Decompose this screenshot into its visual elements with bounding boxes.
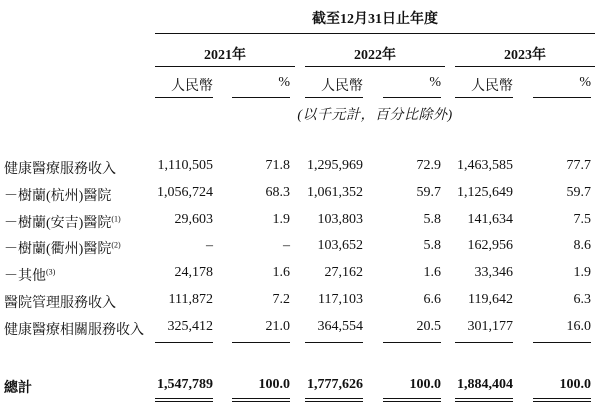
col-amount-2021: 人民幣 xyxy=(171,79,213,94)
cell-amount-2023: 33,346 xyxy=(474,265,513,280)
cell-pct-2021: 7.2 xyxy=(272,292,290,307)
cell-amount-2021: 29,603 xyxy=(174,212,213,227)
total-amount-2023: 1,884,404 xyxy=(457,377,513,392)
total-amount-2021: 1,547,789 xyxy=(157,377,213,392)
total-double-rule xyxy=(232,401,290,402)
cell-amount-2021: 1,110,505 xyxy=(157,158,213,173)
total-pct-2023: 100.0 xyxy=(559,377,591,392)
cell-amount-2021: – xyxy=(206,238,213,253)
row-label xyxy=(4,292,116,312)
total-label: 總計 xyxy=(4,381,32,396)
period-heading: 截至12月31日止年度 xyxy=(312,12,438,27)
subcol-rule xyxy=(305,97,363,98)
cell-amount-2022: 1,295,969 xyxy=(307,158,363,173)
row-label-text: －樹蘭(衢州)醫院 xyxy=(4,242,112,257)
total-double-rule xyxy=(455,398,513,399)
subtotal-rule xyxy=(305,342,363,343)
row-label-text: －其他 xyxy=(4,269,46,284)
cell-amount-2022: 117,103 xyxy=(318,292,363,307)
total-double-rule xyxy=(533,398,591,399)
cell-pct-2023: 16.0 xyxy=(566,319,591,334)
cell-pct-2022: 1.6 xyxy=(423,265,441,280)
cell-amount-2022: 103,803 xyxy=(317,212,363,227)
col-pct-2022: % xyxy=(429,75,441,90)
footnote-ref: (3) xyxy=(46,267,56,277)
year-rule-2021 xyxy=(155,66,295,67)
total-pct-2022: 100.0 xyxy=(409,377,441,392)
cell-pct-2021: 21.0 xyxy=(265,319,290,334)
subtotal-rule xyxy=(455,342,513,343)
year-2021-heading: 2021年 xyxy=(204,48,246,63)
cell-pct-2023: 1.9 xyxy=(573,265,591,280)
cell-pct-2022: 6.6 xyxy=(423,292,441,307)
row-label-text: －樹蘭(杭州)醫院 xyxy=(4,189,112,204)
col-amount-2023: 人民幣 xyxy=(471,79,513,94)
cell-pct-2022: 72.9 xyxy=(416,158,441,173)
total-double-rule xyxy=(455,401,513,402)
cell-amount-2022: 27,162 xyxy=(324,265,363,280)
cell-amount-2023: 119,642 xyxy=(468,292,513,307)
row-label xyxy=(4,158,116,178)
cell-pct-2021: 71.8 xyxy=(265,158,290,173)
cell-pct-2021: 1.6 xyxy=(272,265,290,280)
cell-amount-2022: 364,554 xyxy=(317,319,363,334)
cell-pct-2022: 20.5 xyxy=(416,319,441,334)
total-double-rule xyxy=(155,401,213,402)
subcol-rule xyxy=(383,97,441,98)
row-label xyxy=(4,319,144,339)
subtotal-rule xyxy=(383,342,441,343)
row-label-text: 醫院管理服務收入 xyxy=(4,296,116,311)
row-label xyxy=(4,238,121,258)
cell-pct-2023: 6.3 xyxy=(573,292,591,307)
total-double-rule xyxy=(232,398,290,399)
cell-pct-2021: 1.9 xyxy=(272,212,290,227)
total-pct-2021: 100.0 xyxy=(258,377,290,392)
cell-amount-2023: 141,634 xyxy=(467,212,513,227)
cell-pct-2021: – xyxy=(283,238,290,253)
col-pct-2023: % xyxy=(579,75,591,90)
cell-pct-2023: 59.7 xyxy=(566,185,591,200)
row-label-text: 健康醫療相關服務收入 xyxy=(4,323,144,338)
year-2022-heading: 2022年 xyxy=(354,48,396,63)
year-rule-2023 xyxy=(455,66,595,67)
subtotal-rule xyxy=(155,342,213,343)
cell-amount-2022: 1,061,352 xyxy=(307,185,363,200)
cell-amount-2023: 1,463,585 xyxy=(457,158,513,173)
cell-amount-2023: 301,177 xyxy=(467,319,513,334)
cell-amount-2021: 24,178 xyxy=(174,265,213,280)
subtotal-rule xyxy=(533,342,591,343)
row-label xyxy=(4,212,121,232)
subtotal-rule xyxy=(232,342,290,343)
total-amount-2022: 1,777,626 xyxy=(307,377,363,392)
subcol-rule xyxy=(232,97,290,98)
cell-amount-2021: 111,872 xyxy=(168,292,213,307)
row-label-text: 健康醫療服務收入 xyxy=(4,162,116,177)
year-rule-2022 xyxy=(305,66,445,67)
footnote-ref: (2) xyxy=(111,240,121,250)
cell-pct-2021: 68.3 xyxy=(265,185,290,200)
total-double-rule xyxy=(533,401,591,402)
cell-pct-2022: 5.8 xyxy=(423,212,441,227)
cell-pct-2023: 8.6 xyxy=(573,238,591,253)
row-label xyxy=(4,185,111,205)
total-double-rule xyxy=(383,398,441,399)
total-double-rule xyxy=(155,398,213,399)
col-amount-2022: 人民幣 xyxy=(321,79,363,94)
subcol-rule xyxy=(155,97,213,98)
subcol-rule xyxy=(455,97,513,98)
cell-pct-2022: 59.7 xyxy=(416,185,441,200)
subcol-rule xyxy=(533,97,591,98)
cell-pct-2023: 7.5 xyxy=(573,212,591,227)
cell-amount-2022: 103,652 xyxy=(317,238,363,253)
cell-pct-2022: 5.8 xyxy=(423,238,441,253)
units-note: (以千元計，百分比除外) xyxy=(297,108,453,123)
cell-amount-2021: 325,412 xyxy=(167,319,213,334)
cell-amount-2023: 162,956 xyxy=(467,238,513,253)
total-double-rule xyxy=(383,401,441,402)
col-pct-2021: % xyxy=(278,75,290,90)
header-rule-top xyxy=(155,33,595,34)
total-double-rule xyxy=(305,401,363,402)
total-double-rule xyxy=(305,398,363,399)
year-2023-heading: 2023年 xyxy=(504,48,546,63)
cell-pct-2023: 77.7 xyxy=(566,158,591,173)
cell-amount-2021: 1,056,724 xyxy=(157,185,213,200)
footnote-ref: (1) xyxy=(111,214,121,224)
row-label xyxy=(4,265,55,285)
cell-amount-2023: 1,125,649 xyxy=(457,185,513,200)
row-label-text: －樹蘭(安吉)醫院 xyxy=(4,216,112,231)
